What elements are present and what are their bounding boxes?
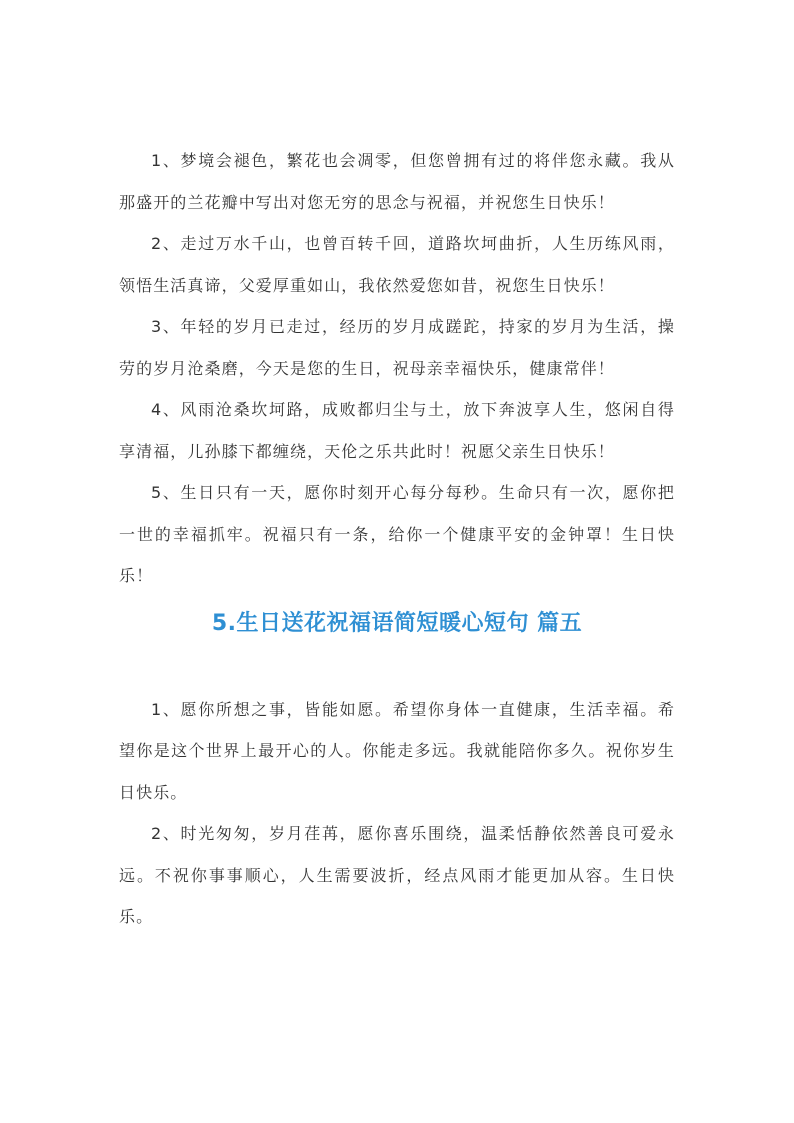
- blessing-paragraph-3: 3、年轻的岁月已走过，经历的岁月成蹉跎，持家的岁月为生活，操劳的岁月沧桑磨，今天是您的生日，祝母亲幸福快乐，健康常伴！: [119, 317, 675, 378]
- document-body: [119, 140, 675, 938]
- blessing-paragraph-4: 4、风雨沧桑坎坷路，成败都归尘与土，放下奔波享人生，悠闲自得享清福，儿孙膝下都缠绕，天伦之乐共此时！祝愿父亲生日快乐！: [119, 400, 675, 461]
- section-five-paragraph-1: 1、愿你所想之事，皆能如愿。希望你身体一直健康，生活幸福。希望你是这个世界上最开心的人。你能走多远。我就能陪你多久。祝你岁生日快乐。: [119, 699, 675, 802]
- blessing-paragraph-1: 1、梦境会褪色，繁花也会凋零，但您曾拥有过的将伴您永藏。我从那盛开的兰花瓣中写出对您无穷的思念与祝福，并祝您生日快乐！: [119, 151, 675, 212]
- heading-spacer: [119, 667, 675, 689]
- section-five-paragraph-2: 2、时光匆匆，岁月荏苒，愿你喜乐围绕，温柔恬静依然善良可爱永远。不祝你事事顺心，人生需要波折，经点风雨才能更加从容。生日快乐。: [119, 824, 675, 926]
- blessing-paragraph-2: 2、走过万水千山，也曾百转千回，道路坎坷曲折，人生历练风雨，领悟生活真谛，父爱厚重如山，我依然爱您如昔，祝您生日快乐！: [119, 234, 675, 295]
- section-heading: 5.生日送花祝福语简短暖心短句 篇五: [211, 610, 583, 636]
- blessing-paragraph-5: 5、生日只有一天，愿你时刻开心每分每秒。生命只有一次，愿你把一世的幸福抓牢。祝福只有一条，给你一个健康平安的金钟罩！生日快乐！: [119, 483, 675, 585]
